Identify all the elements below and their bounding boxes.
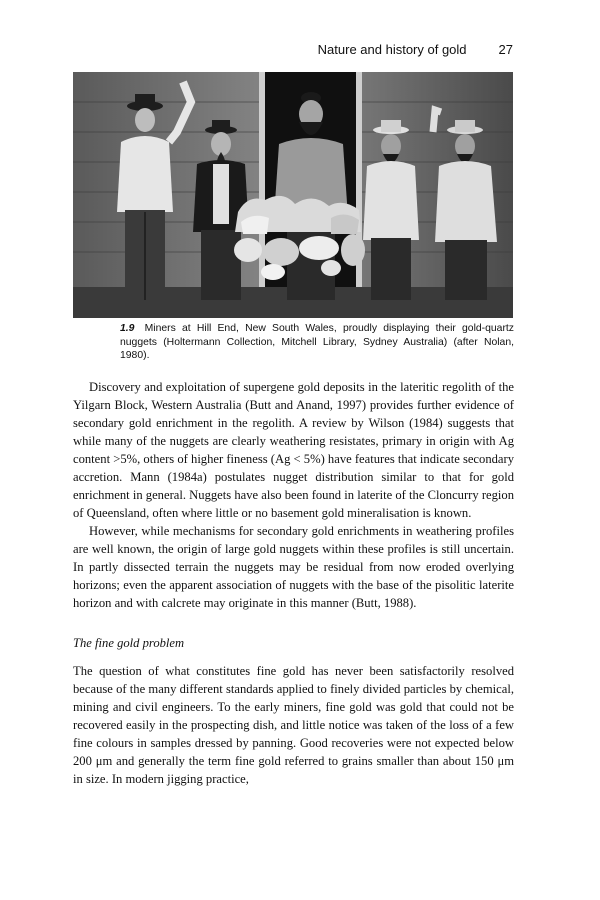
section-paragraph: The question of what constitutes fine gold has never been satisfactorily resolved because of the many different standards applied to finely divided particles by chemical, mining and civil engineers. To the early miners, fine gold was gold that could not be recovered easily in the prospecting dish, and little notice was taken of the loss of a few fine colours in samples dressed by panning. Good recoveries were not expected below 200 μm and generally the term fine gold referred to grains smaller than about 150 μm in size. In modern jigging practice, — [73, 664, 514, 786]
figure-number: 1.9 — [120, 323, 135, 334]
section-heading: The fine gold problem — [73, 636, 185, 650]
page-number: 27 — [498, 42, 513, 57]
miners-photo-illustration — [73, 72, 513, 318]
main-text — [73, 378, 514, 788]
running-head — [318, 42, 513, 57]
paragraph-1: Discovery and exploitation of supergene gold deposits in the lateritic regolith of the Yilgarn Block, Western Australia (Butt and Anand, 1997) provides further evidence of secondary gold enrichment in the regolith. A review by Wilson (1984) suggests that while many of the nuggets are clearly weathering resistates, primary in origin with Ag content >5%, others of higher fineness (Ag < 5%) have features that indicate secondary accretion. Mann (1984a) postulates nugget distribution similar to that for gold enrichment in general. Nuggets have also been found in laterite of the Cloncurry region of Queensland, often where little or no basement gold mineralisation is known. — [73, 380, 514, 520]
figure-caption-text: Miners at Hill End, New South Wales, proudly displaying their gold-quartz nuggets (Holtermann Collection, Mitchell Library, Sydney Australia) (after Nolan, 1980). — [120, 323, 515, 361]
figure-caption — [120, 322, 514, 363]
paragraph-2: However, while mechanisms for secondary gold enrichments in weathering profiles are well known, the origin of large gold nuggets within these profiles is still uncertain. In partly dissected terrain the nuggets may be residual from now eroded overlying horizons; even the apparent association of nuggets with the base of the pisolitic laterite horizon and with calcrete may originate in this manner (Butt, 1988). — [73, 524, 514, 610]
figure-photo — [73, 72, 513, 318]
running-head-title: Nature and history of gold — [317, 42, 467, 57]
